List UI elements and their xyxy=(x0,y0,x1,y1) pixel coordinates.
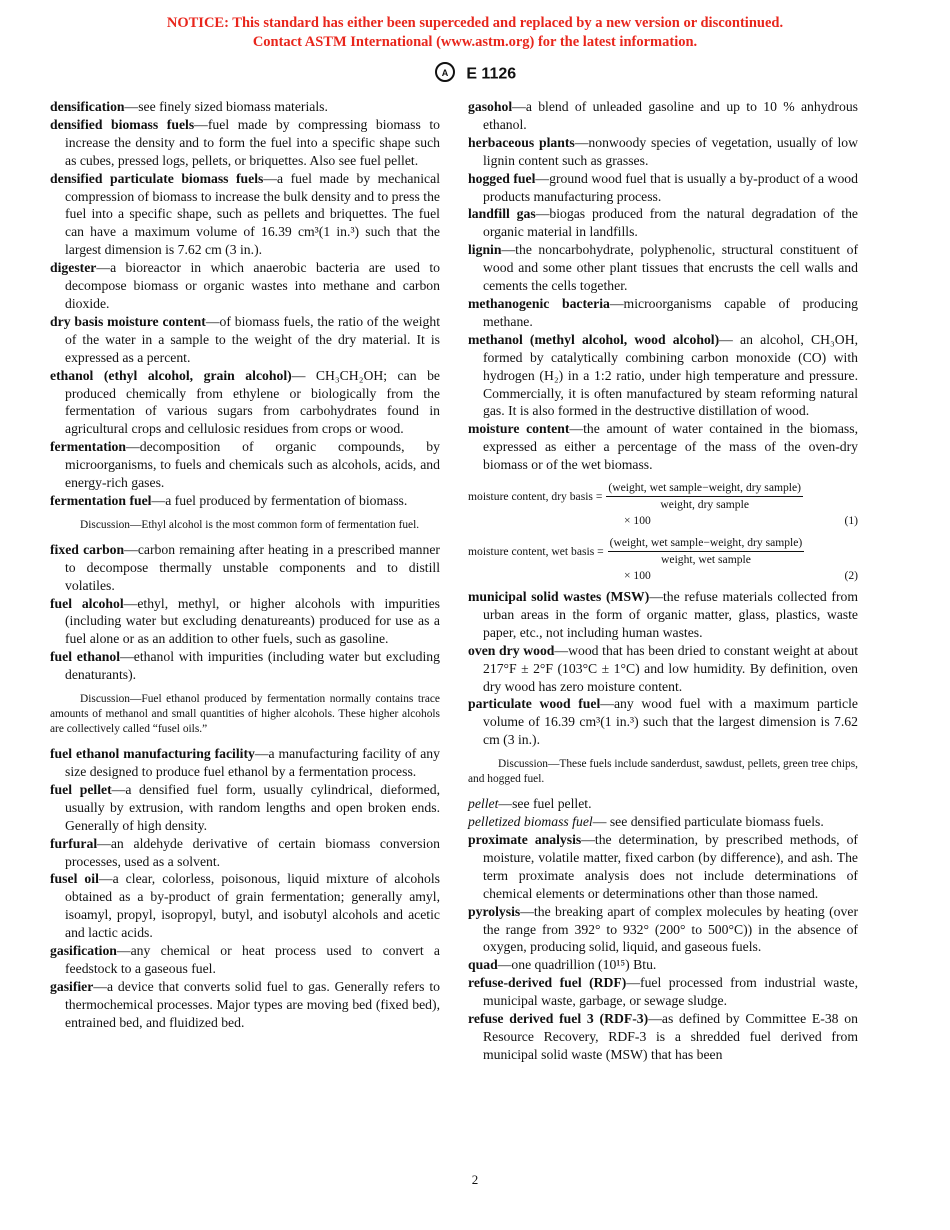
definition-entry xyxy=(468,695,858,749)
definition: —a fuel produced by fermentation of biomass. xyxy=(151,492,408,508)
definition: — see densified particulate biomass fuels. xyxy=(592,814,824,830)
definition: —ethanol with impurities (including water but excluding denaturants). xyxy=(65,649,440,683)
term: dry basis moisture content xyxy=(50,313,206,329)
designation: E 1126 xyxy=(466,65,517,83)
term: oven dry wood xyxy=(468,642,555,658)
definition-entry xyxy=(50,367,440,439)
numerator: (weight, wet sample−weight, dry sample) xyxy=(608,535,805,552)
definition-entry xyxy=(50,870,440,942)
denominator: weight, dry sample xyxy=(660,498,749,512)
definition-entry xyxy=(468,1010,858,1064)
definition-entry xyxy=(50,259,440,313)
equation xyxy=(468,535,858,584)
definition: —a clear, colorless, poisonous, liquid mixture of alcohols obtained as a by-product of grain fermentation; generally amyl, isoamyl, propyl, isopropyl, butyl, and isobutyl alcohols and acetic and lactic acids. xyxy=(65,871,440,941)
definition: —a manufacturing facility of any size designed to produce fuel ethanol by a fermentation process. xyxy=(65,746,440,779)
definition: —any chemical or heat process used to convert a feedstock to a gaseous fuel. xyxy=(65,943,440,976)
notice-line-1: NOTICE: This standard has either been superceded and replaced by a new version or discontinued. xyxy=(166,15,784,31)
term: densification xyxy=(50,99,125,114)
term: fuel alcohol xyxy=(50,595,124,611)
term: methanol (methyl alcohol, wood alcohol) xyxy=(468,331,720,347)
term: gasification xyxy=(50,943,117,959)
definition: —the noncarbohydrate, polyphenolic, structural constituent of wood and some other plant tissues that encrusts the cell walls and cements the cells together. xyxy=(483,242,858,294)
term: quad xyxy=(468,957,498,973)
term: pelletized biomass fuel xyxy=(468,814,593,830)
term: fixed carbon xyxy=(50,541,125,557)
equation-lhs: moisture content, dry basis = xyxy=(468,489,603,503)
definition: —fuel made by compressing biomass to increase the density and to form the fuel into a specific shape such as cubes, pressed logs, pellets, or briquettes. Also see fuel pellet. xyxy=(65,116,440,168)
right-column xyxy=(468,98,858,1064)
equation xyxy=(468,480,858,529)
definition: —a fuel made by mechanical compression of biomass to increase the bulk density and to press the fuel into a specific shape, such as pellets and briquettes. The fuel can have a maximum volume of 16.39 cm³(1 in.³) such that the largest dimension is 7.62 cm (3 in.). xyxy=(65,170,440,258)
definition: —the determination, by prescribed methods, of moisture, volatile matter, fixed carbon (by difference), and ash. The term proximate analysis does not include determinations of chemical elements or determinations other than those named. xyxy=(483,832,858,901)
svg-text:A: A xyxy=(441,68,449,78)
equation-label: (1) xyxy=(844,514,858,528)
definition: —biogas produced from the natural degradation of the organic material in landfills. xyxy=(483,206,858,240)
definition: —the breaking apart of complex molecules by heating (over the range from 392° to 932° (200° to 500°C)) in the absence of oxygen, producing solid, liquid, and gaseous fuels. xyxy=(483,903,858,955)
term: hogged fuel xyxy=(468,170,536,186)
definition: — CH₃CH₂OH; can be produced chemically from ethylene or biologically from the fermentation of various sugars from carbohydrates found in agricultural crops and cellulosic residues from crops or wood. xyxy=(65,367,440,437)
definition: —see fuel pellet. xyxy=(498,796,592,812)
numerator: (weight, wet sample−weight, dry sample) xyxy=(606,480,803,497)
definition: —microorganisms capable of producing methane. xyxy=(483,295,859,329)
definition: —see finely sized biomass materials. xyxy=(124,99,328,114)
term: particulate wood fuel xyxy=(468,696,601,712)
definition-entry xyxy=(50,541,440,595)
term: pyrolysis xyxy=(468,903,521,919)
astm-logo-icon xyxy=(434,62,456,87)
definition: —ground wood fuel that is usually a by-product of a wood products manufacturing process. xyxy=(483,170,858,204)
term: densified particulate biomass fuels xyxy=(50,170,264,186)
definition: —the amount of water contained in the biomass, expressed as either a percentage of the mass of the oven-dry biomass or of the wet biomass. xyxy=(483,421,858,473)
definition: —any wood fuel with a maximum particle volume of 16.39 cm³(1 in.³) such that the largest dimension is 7.62 cm (3 in.). xyxy=(483,696,858,748)
term: moisture content xyxy=(468,421,570,437)
multiplier: × 100 xyxy=(624,569,651,583)
definition-entry xyxy=(50,170,440,260)
notice-banner xyxy=(0,14,950,52)
definition: —as defined by Committee E-38 on Resource Recovery, RDF-3 is a shredded fuel derived from municipal solid waste (MSW) that has been xyxy=(483,1011,858,1062)
definition-entry xyxy=(468,831,858,903)
definition-entry xyxy=(50,745,440,781)
term: landfill gas xyxy=(468,206,536,222)
term: gasohol xyxy=(468,99,513,114)
definition: —fuel processed from industrial waste, municipal waste, garbage, or sewage sludge. xyxy=(483,975,858,1009)
notice-line-2: Contact ASTM International (www.astm.org) for the latest information. xyxy=(252,34,698,50)
definition-entry xyxy=(50,835,440,871)
definition-entry xyxy=(468,420,858,474)
equation-label: (2) xyxy=(844,569,858,583)
term: herbaceous plants xyxy=(468,134,575,150)
definition: —ethyl, methyl, or higher alcohols with impurities (including water but excluding denatureants) produced for use as a fuel alone or as an addition to other fuels, such as gasoline. xyxy=(65,595,440,647)
definition-entry xyxy=(50,116,440,170)
definition: —an aldehyde derivative of certain biomass conversion processes, used as a solvent. xyxy=(65,835,440,869)
term: refuse derived fuel 3 (RDF-3) xyxy=(468,1011,649,1027)
term: ethanol (ethyl alcohol, grain alcohol) xyxy=(50,367,292,383)
term: lignin xyxy=(468,242,502,258)
definition-entry xyxy=(50,978,440,1032)
definition-entry xyxy=(468,331,858,421)
definition: —a blend of unleaded gasoline and up to 10 % anhydrous ethanol. xyxy=(483,99,858,132)
definition-entry xyxy=(468,903,858,957)
multiplier: × 100 xyxy=(624,514,651,528)
term: furfural xyxy=(50,835,98,851)
term: digester xyxy=(50,260,97,276)
term: municipal solid wastes (MSW) xyxy=(468,589,650,605)
term: fuel ethanol manufacturing facility xyxy=(50,746,255,762)
definition-entry xyxy=(50,595,440,649)
definition-entry xyxy=(468,170,858,206)
definition: —a densified fuel form, usually cylindrical, dieformed, usually by extrusion, with random lengths and open broken ends. Generally of high density. xyxy=(65,781,440,833)
definition: —one quadrillion (10¹⁵) Btu. xyxy=(497,957,657,973)
definition-entry xyxy=(50,781,440,835)
term: fuel ethanol xyxy=(50,649,121,665)
discussion-note: Discussion—These fuels include sanderdust, sawdust, pellets, green tree chips, and hogged fuel. xyxy=(468,758,858,786)
definition-entry xyxy=(468,795,858,813)
definition: — an alcohol, CH₃OH, formed by catalytically combining carbon monoxide (CO) with hydrogen (H₂) in a 1:2 ratio, under high temperature and pressure. Commercially, it is often manufactured by steam reforming natural gas. It is also formed in the destructive distillation of wood. xyxy=(483,331,858,419)
definition-entry xyxy=(50,648,440,684)
definition-entry xyxy=(50,492,440,510)
definition-entry xyxy=(468,588,858,642)
definition-entry xyxy=(50,438,440,492)
definition-entry xyxy=(468,134,858,170)
term: densified biomass fuels xyxy=(50,116,195,132)
definition-entry xyxy=(468,295,858,331)
definition: —carbon remaining after heating in a prescribed manner to decompose thermally unstable components and to distill volatiles. xyxy=(65,541,440,593)
page-header xyxy=(0,62,950,87)
definition-entry xyxy=(50,942,440,978)
term: refuse-derived fuel (RDF) xyxy=(468,975,627,991)
term: pellet xyxy=(468,796,499,812)
definition-entry xyxy=(468,205,858,241)
page-number: 2 xyxy=(471,1172,479,1187)
term: fusel oil xyxy=(50,871,99,887)
equations xyxy=(468,480,858,584)
definition-entry xyxy=(468,974,858,1010)
definition-entry xyxy=(468,642,858,696)
equation-lhs: moisture content, wet basis = xyxy=(468,544,604,558)
left-column xyxy=(50,98,440,1032)
denominator: weight, wet sample xyxy=(661,553,751,567)
definition: —wood that has been dried to constant weight at about 217°F ± 2°F (103°C ± 1°C) and low humidity. By definition, oven dry wood has zero moisture content. xyxy=(483,642,859,694)
definition-entry xyxy=(468,813,858,831)
definition-entry xyxy=(468,241,858,295)
discussion-note: Discussion—Fuel ethanol produced by fermentation normally contains trace amounts of methanol and small quantities of higher alcohols. These higher alcohols are collectively called “fusel oils.” xyxy=(50,693,440,736)
term: gasifier xyxy=(50,978,94,994)
definition: —the refuse materials collected from urban areas in the form of organic matter, glass, plastics, waste paper, etc., not including human wastes. xyxy=(483,589,858,640)
definition-entry xyxy=(468,98,858,134)
term: fermentation xyxy=(50,439,127,455)
definition: —a bioreactor in which anaerobic bacteria are used to decompose biomass or organic wastes into methane and carbon dioxide. xyxy=(65,260,440,311)
term: methanogenic bacteria xyxy=(468,295,610,311)
definition-entry xyxy=(468,956,858,974)
definition: —nonwoody species of vegetation, usually of low lignin content such as grasses. xyxy=(483,134,858,168)
discussion-note: Discussion—Ethyl alcohol is the most common form of fermentation fuel. xyxy=(80,518,420,531)
definition: —decomposition of organic compounds, by microorganisms, to fuels and chemicals such as alcohols, acids, and energy-rich gases. xyxy=(65,439,440,491)
term: fermentation fuel xyxy=(50,492,152,508)
definition-entry xyxy=(50,98,440,116)
term: fuel pellet xyxy=(50,781,112,797)
term: proximate analysis xyxy=(468,832,582,847)
definition: —of biomass fuels, the ratio of the weight of the water in a sample to the weight of the dry material. It is expressed as a percent. xyxy=(65,313,440,365)
definition: —a device that converts solid fuel to gas. Generally refers to thermochemical processes. Major types are moving bed (fixed bed), entrained bed, and fluidized bed. xyxy=(65,978,440,1030)
definition-entry xyxy=(50,313,440,367)
